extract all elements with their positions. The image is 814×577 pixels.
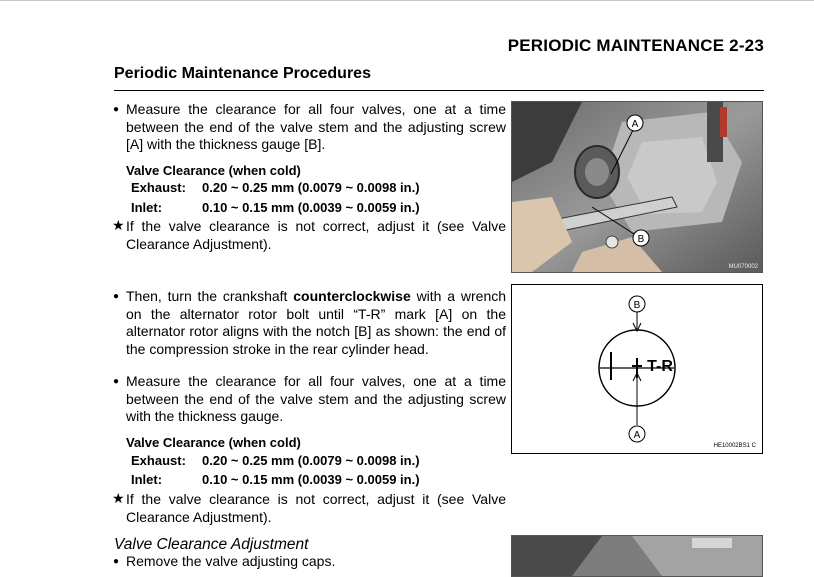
spec-title: Valve Clearance (when cold) <box>126 163 301 178</box>
bullet-text-pre: Then, turn the crankshaft <box>126 288 294 304</box>
bullet-measure-clearance <box>113 101 506 154</box>
subsection-title: Valve Clearance Adjustment <box>114 536 309 553</box>
spec-row-inlet <box>131 472 451 489</box>
note-adjust-clearance-2 <box>112 490 506 526</box>
bullet-text: Measure the clearance for all four valves, one at a time between the end of the valve stem and the adjusting screw with the thickness gauge. <box>126 373 506 425</box>
star-icon: ★ <box>112 217 125 233</box>
bullet-turn-crankshaft <box>113 288 507 358</box>
bullet-text: Remove the valve adjusting caps. <box>126 553 336 569</box>
callout-b: B <box>637 234 645 245</box>
bullet-icon: ● <box>113 556 120 567</box>
note-adjust-clearance <box>112 217 506 253</box>
bullet-icon: ● <box>113 291 120 302</box>
spec-label: Inlet: <box>131 200 163 215</box>
spec-row-exhaust <box>131 453 451 470</box>
spec-label: Exhaust: <box>131 180 186 195</box>
bullet-remove-caps <box>113 553 506 571</box>
header-rule <box>114 90 764 91</box>
bullet-text-bold: counterclockwise <box>293 288 411 304</box>
figure-code: MU070002 <box>728 264 758 270</box>
figure-timing-mark <box>511 284 763 454</box>
callout-b: B <box>633 300 641 311</box>
figure-cap-photo <box>511 535 763 577</box>
bullet-icon: ● <box>113 104 120 115</box>
figure-valve-photo <box>511 101 763 273</box>
top-border <box>0 0 814 1</box>
spec-value: 0.20 ~ 0.25 mm (0.0079 ~ 0.0098 in.) <box>202 453 420 468</box>
spec-value: 0.20 ~ 0.25 mm (0.0079 ~ 0.0098 in.) <box>202 180 420 195</box>
page-header-title: PERIODIC MAINTENANCE 2-23 <box>507 36 764 55</box>
spec-label: Exhaust: <box>131 453 186 468</box>
note-text: If the valve clearance is not correct, adjust it (see Valve Clearance Adjustment). <box>126 491 506 525</box>
star-icon: ★ <box>112 490 125 506</box>
figure-code: HE10002BS1 C <box>713 443 756 449</box>
spec-row-inlet <box>131 200 451 217</box>
spec-title: Valve Clearance (when cold) <box>126 435 301 450</box>
spec-value: 0.10 ~ 0.15 mm (0.0039 ~ 0.0059 in.) <box>202 200 420 215</box>
bullet-text-post: with a wrench on the alternator rotor bolt until “T-R” mark [A] on the alternator rotor aligns with the notch [B] as shown: the end of the compression stroke in the rear cylinder head. <box>126 288 507 357</box>
bullet-icon: ● <box>113 376 120 387</box>
spec-label: Inlet: <box>131 472 163 487</box>
timing-mark-diagram <box>512 285 762 453</box>
valve-photo-image <box>512 102 762 272</box>
spec-value: 0.10 ~ 0.15 mm (0.0039 ~ 0.0059 in.) <box>202 472 420 487</box>
cap-photo-image <box>512 536 762 576</box>
bullet-text: Measure the clearance for all four valves, one at a time between the end of the valve stem and the adjusting screw [A] with the thickness gauge [B]. <box>126 101 506 153</box>
callout-a: A <box>631 119 639 130</box>
spec-row-exhaust <box>131 180 451 197</box>
callout-a: A <box>633 430 641 441</box>
note-text: If the valve clearance is not correct, adjust it (see Valve Clearance Adjustment). <box>126 218 506 252</box>
timing-mark-label: T-R <box>647 358 673 375</box>
section-title: Periodic Maintenance Procedures <box>114 65 371 82</box>
bullet-measure-clearance-2 <box>113 373 506 426</box>
